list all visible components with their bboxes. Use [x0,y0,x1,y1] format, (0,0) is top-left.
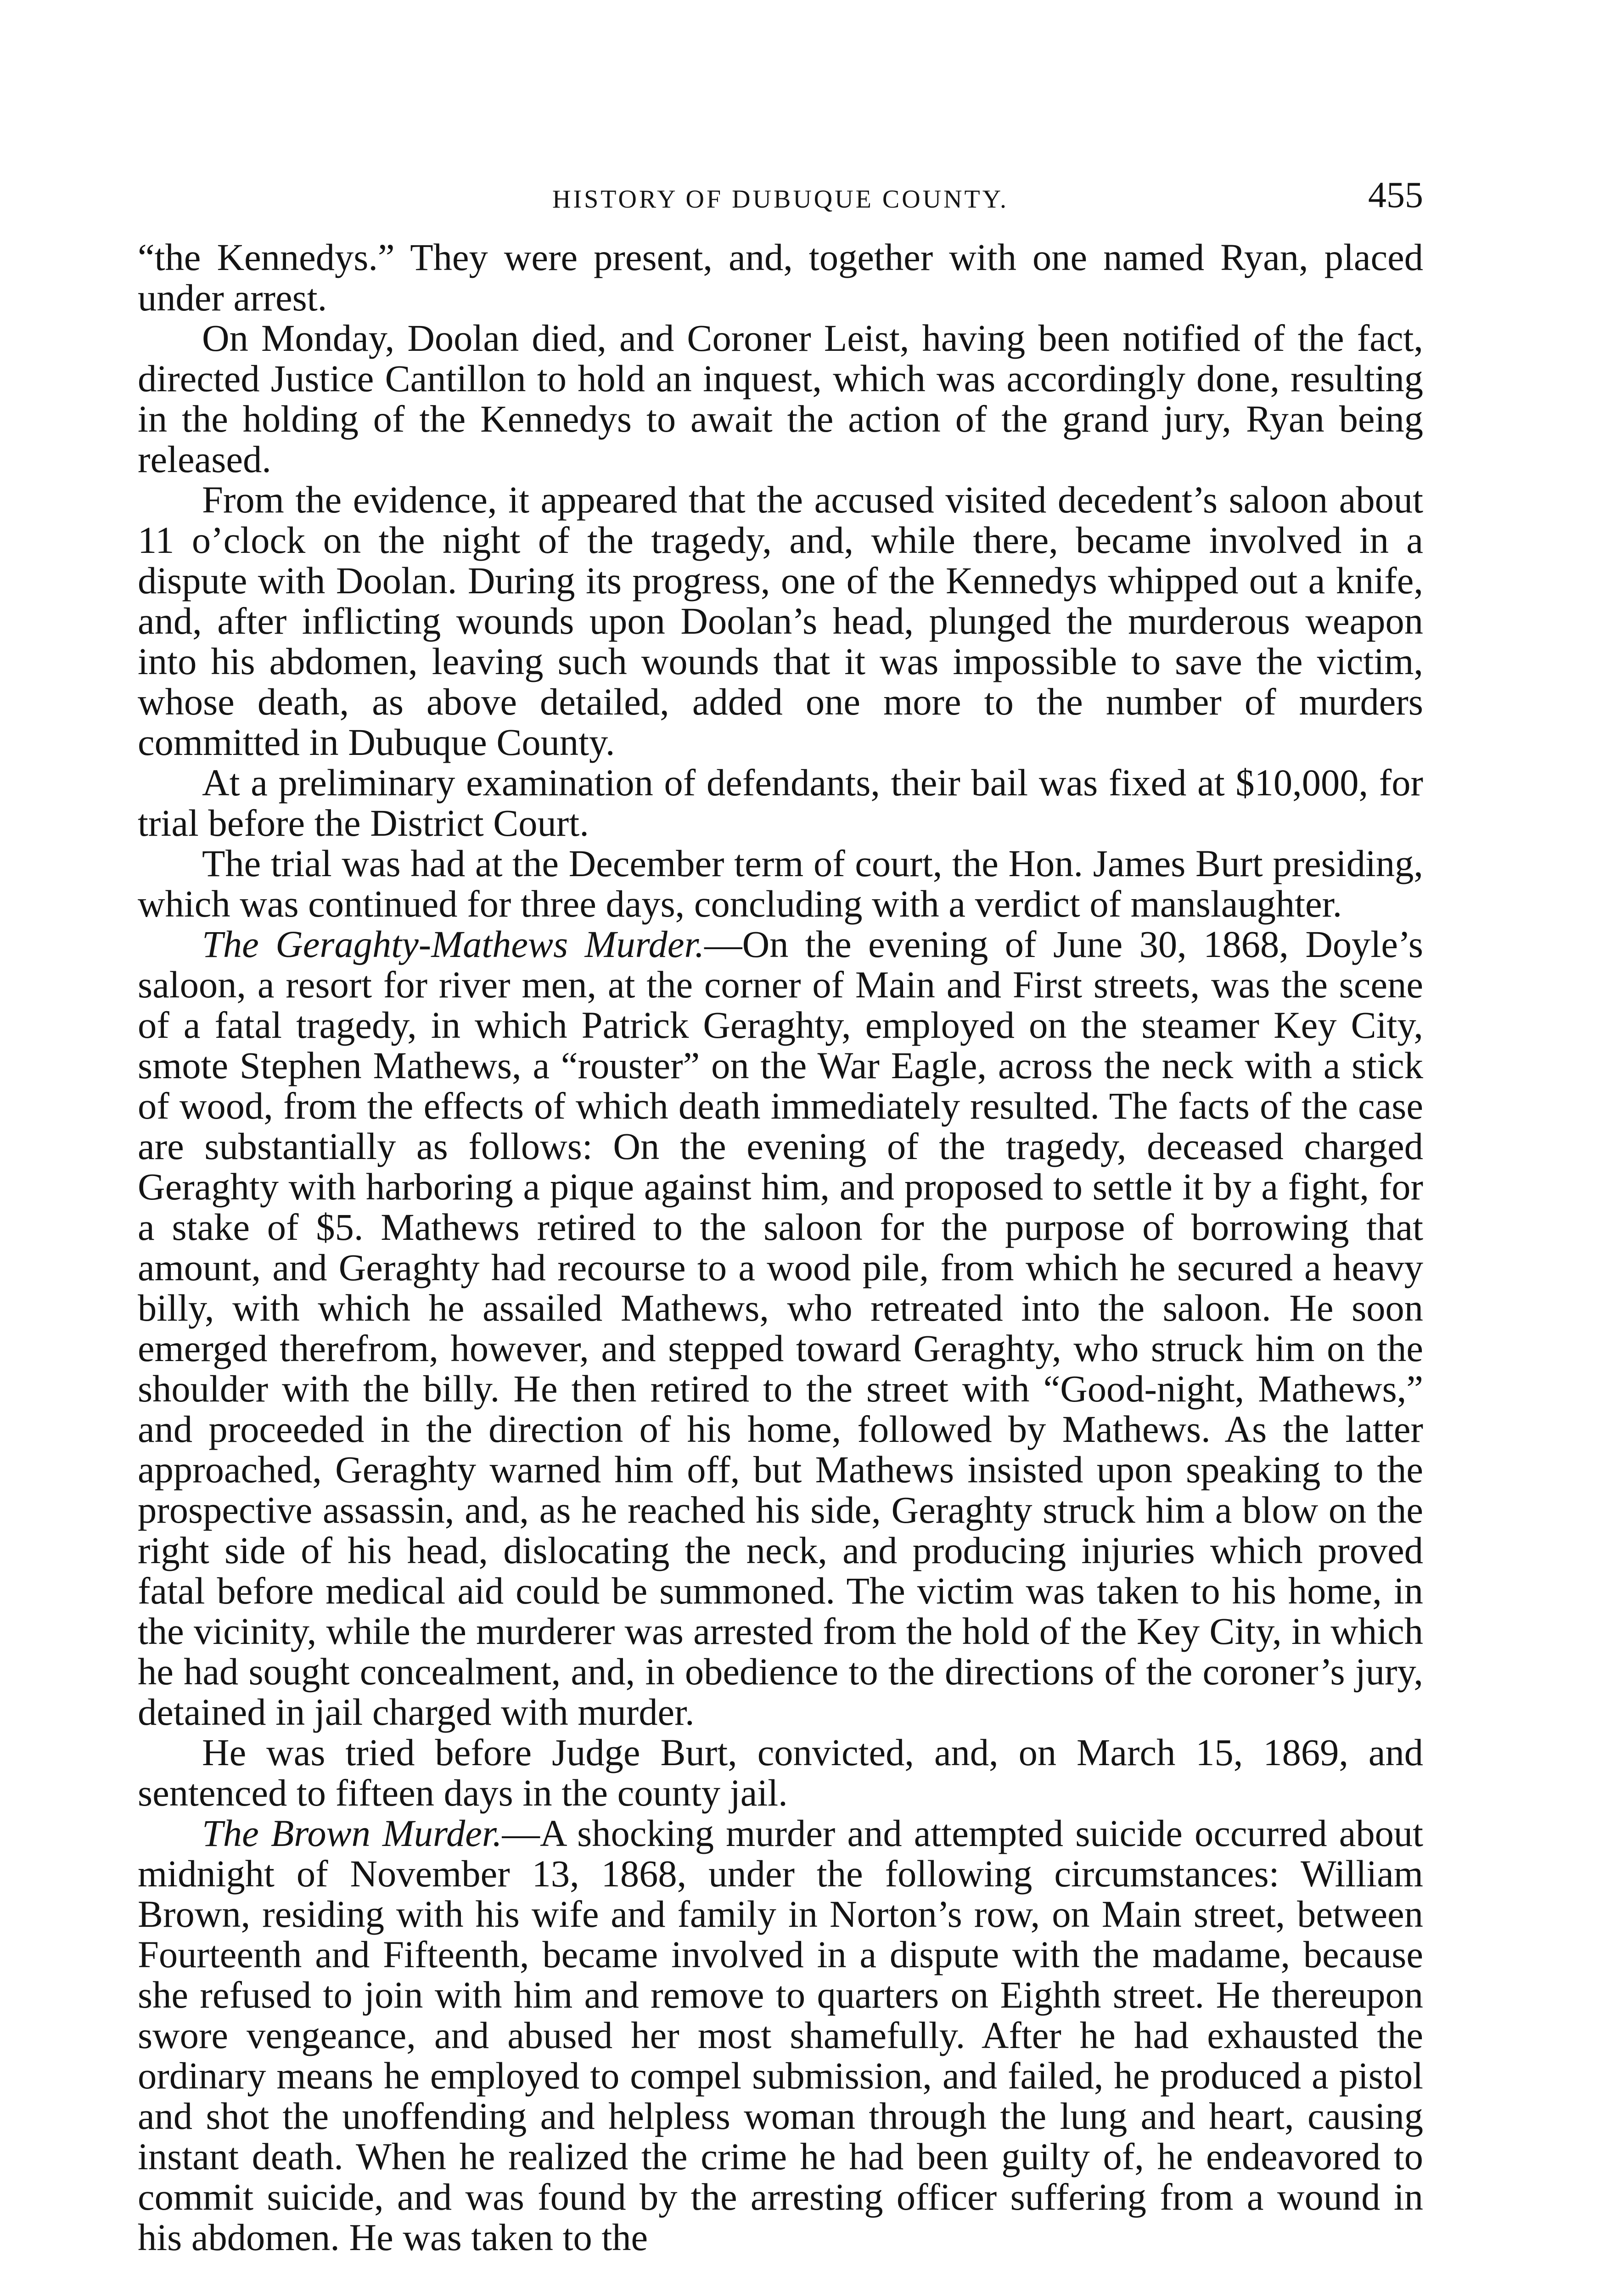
paragraph-text: —A shocking murder and attempted suicide occurred about midnight of November 13, 1868, under the following circumstances: William Brown, residing with his wife and family in Norton’s row, on Main street, between Fourteenth and Fifteenth, became involved in a dispute with the madame, because she refused to join with him and remove to quarters on Eighth street. He thereupon swore vengeance, and abused her most shamefully. After he had exhausted the ordinary means he employed to compel submission, and failed, he produced a pistol and shot the unoffending and helpless woman through the lung and heart, causing instant death. When he realized the crime he had been guilty of, he endeavored to commit suicide, and was found by the arresting officer suffering from a wound in his abdomen. He was taken to the [138,1812,1423,2258]
paragraph-geraghty-sentence [138,1732,1423,1813]
paragraph-doolan-inquest [138,318,1423,479]
running-title: HISTORY OF DUBUQUE COUNTY. [552,185,1009,214]
page-number: 455 [1368,175,1423,215]
body-text [138,237,1423,2257]
running-head [138,174,1423,225]
paragraph-kennedys-arrest [138,237,1423,318]
paragraph-geraghty-mathews-murder [138,924,1423,1732]
paragraph-text: —On the evening of June 30, 1868, Doyle’s saloon, a resort for river men, at the corner of Main and First streets, was the scene of a fatal tragedy, in which Patrick Geraghty, employed on the steamer Key City, smote Stephen Mathews, a “rouster” on the War Eagle, across the neck with a stick of wood, from the effects of which death immediately resulted. The facts of the case are substantially as follows: On the evening of the tragedy, deceased charged Geraghty with harboring a pique against him, and proposed to settle it by a fight, for a stake of $5. Mathews retired to the saloon for the purpose of borrowing that amount, and Geraghty had recourse to a wood pile, from which he secured a heavy billy, with which he assailed Mathews, who retreated into the saloon. He soon emerged therefrom, however, and stepped toward Geraghty, who struck him on the shoulder with the billy. He then retired to the street with “Good-night, Mathews,” and proceeded in the direction of his home, followed by Mathews. As the latter approached, Geraghty warned him off, but Mathews insisted upon speaking to the prospective assassin, and, as he reached his side, Geraghty struck him a blow on the right side of his head, dislocating the neck, and producing injuries which proved fatal before medical aid could be summoned. The victim was taken to his home, in the vicinity, while the murderer was arrested from the hold of the Key City, in which he had sought concealment, and, in obedience to the directions of the coroner’s jury, detained in jail charged with murder. [138,923,1423,1733]
paragraph-text: He was tried before Judge Burt, convicted, and, on March 15, 1869, and sentenced to fifteen days in the county jail. [138,1731,1423,1814]
paragraph-brown-murder [138,1813,1423,2257]
paragraph-text: The trial was had at the December term of court, the Hon. James Burt presiding, which was continued for three days, concluding with a verdict of manslaughter. [138,842,1423,925]
paragraph-trial [138,843,1423,924]
paragraph-text: “the Kennedys.” They were present, and, together with one named Ryan, placed under arrest. [138,236,1423,319]
book-page [138,174,1423,2296]
paragraph-text: From the evidence, it appeared that the accused visited decedent’s saloon about 11 o’clock on the night of the tragedy, and, while there, became involved in a dispute with Doolan. During its progress, one of the Kennedys whipped out a knife, and, after inflicting wounds upon Doolan’s head, plunged the murderous weapon into his abdomen, leaving such wounds that it was impossible to save the victim, whose death, as above detailed, added one more to the number of murders committed in Dubuque County. [138,478,1423,763]
paragraph-text: At a preliminary examination of defendants, their bail was fixed at $10,000, for trial before the District Court. [138,761,1423,844]
section-title: The Brown Murder. [202,1812,502,1854]
paragraph-text: On Monday, Doolan died, and Coroner Leist, having been notified of the fact, directed Justice Cantillon to hold an inquest, which was accordingly done, resulting in the holding of the Kennedys to await the action of the grand jury, Ryan being released. [138,317,1423,480]
section-title: The Geraghty-Mathews Murder. [202,923,705,965]
paragraph-bail [138,762,1423,843]
paragraph-evidence [138,479,1423,762]
